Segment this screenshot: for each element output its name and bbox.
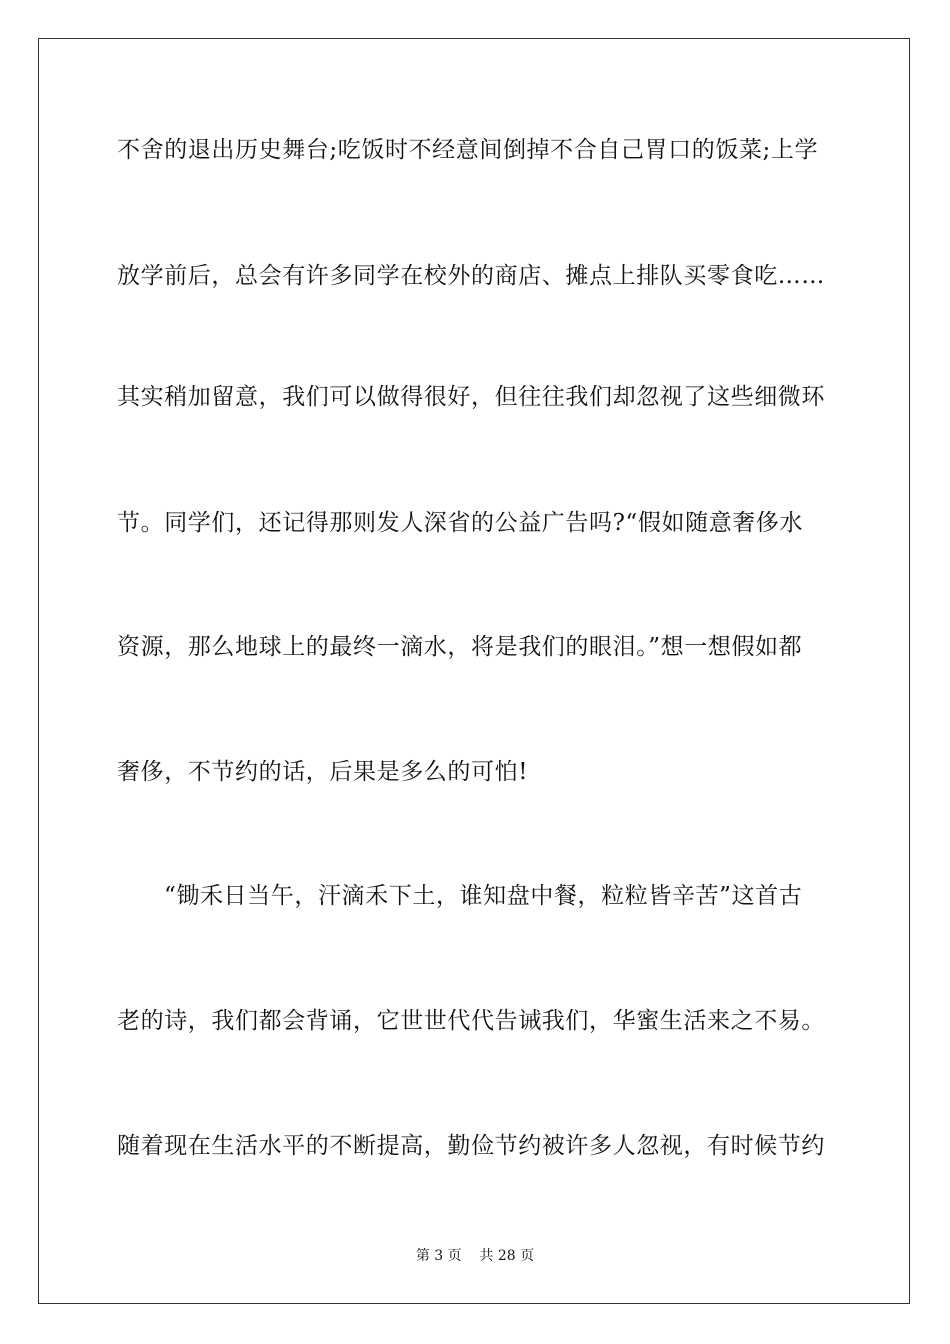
text-line-1: 不舍的退出历史舞台;吃饭时不经意间倒掉不合自己胃口的饭菜;上学 (117, 137, 819, 163)
text-line-6: 奢侈，不节约的话，后果是多么的可怕! (117, 759, 529, 785)
page-border (38, 38, 910, 1304)
text-line-2: 放学前后，总会有许多同学在校外的商店、摊点上排队买零食吃…… (117, 263, 825, 289)
text-line-8: 老的诗，我们都会背诵，它世世代代告诫我们，华蜜生活来之不易。 (117, 1008, 825, 1034)
text-line-9: 随着现在生活水平的不断提高，勤俭节约被许多人忽视，有时候节约 (117, 1133, 825, 1159)
text-line-5: 资源，那么地球上的最终一滴水，将是我们的眼泪。”想一想假如都 (117, 634, 803, 660)
text-line-7-indented: “锄禾日当午，汗滴禾下土，谁知盘中餐，粒粒皆辛苦”这首古 (164, 883, 803, 909)
text-line-3: 其实稍加留意，我们可以做得很好，但往往我们却忽视了这些细微环 (117, 384, 825, 410)
text-line-4: 节。同学们，还记得那则发人深省的公益广告吗?“假如随意奢侈水 (117, 510, 804, 536)
page-number-footer: 第 3 页 共 28 页 (415, 1248, 535, 1264)
